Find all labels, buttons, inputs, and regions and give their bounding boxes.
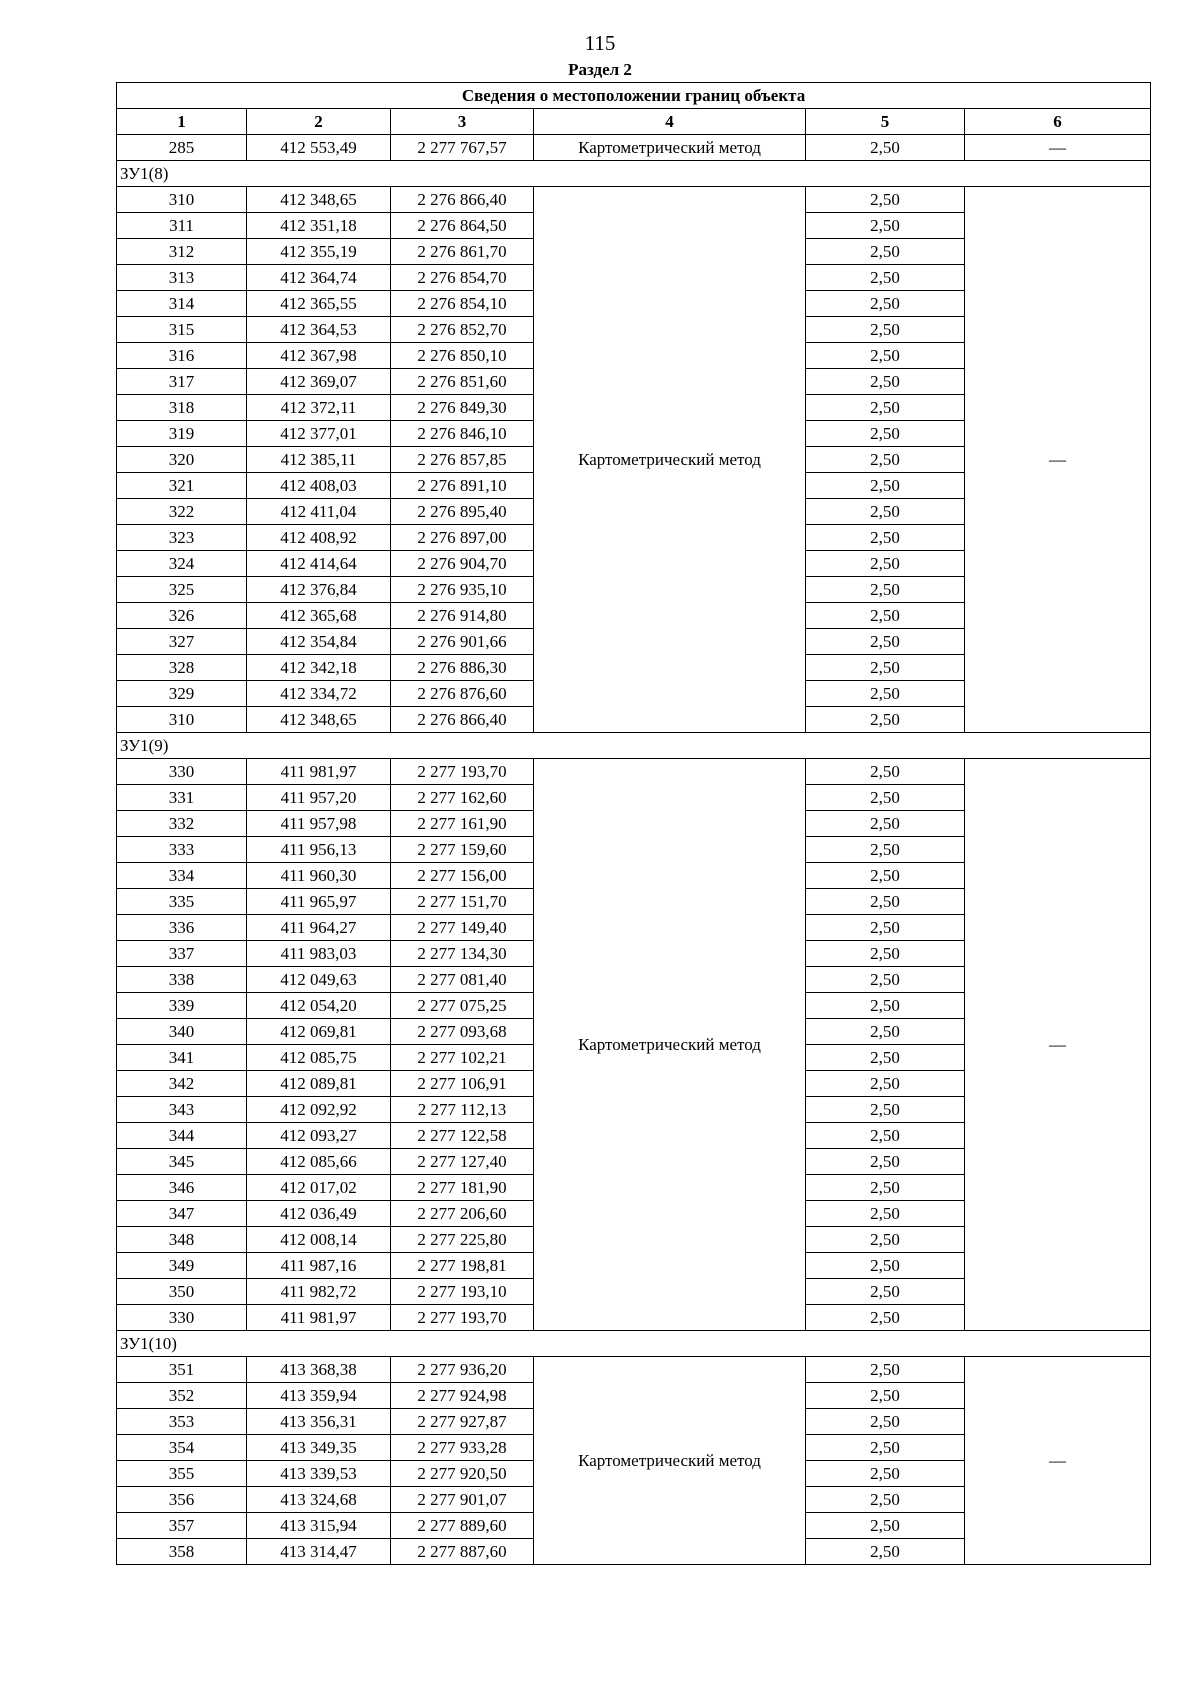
coordinate-x: 412 372,11 [247, 395, 391, 421]
coordinate-y: 2 277 889,60 [391, 1513, 534, 1539]
coordinate-x: 411 965,97 [247, 889, 391, 915]
coordinate-x: 412 348,65 [247, 187, 391, 213]
coordinate-x: 412 414,64 [247, 551, 391, 577]
point-number: 325 [117, 577, 247, 603]
coordinate-x: 411 982,72 [247, 1279, 391, 1305]
coordinate-x: 412 351,18 [247, 213, 391, 239]
section-title: Раздел 2 [568, 60, 632, 79]
coordinate-y: 2 277 106,91 [391, 1071, 534, 1097]
group-name: ЗУ1(8) [117, 161, 1151, 187]
point-number: 350 [117, 1279, 247, 1305]
accuracy: 2,50 [806, 1227, 965, 1253]
accuracy: 2,50 [806, 447, 965, 473]
coordinate-y: 2 277 134,30 [391, 941, 534, 967]
table-row [117, 135, 1151, 161]
coordinate-y: 2 276 886,30 [391, 655, 534, 681]
accuracy: 2,50 [806, 135, 965, 161]
coordinate-y: 2 277 181,90 [391, 1175, 534, 1201]
coordinate-x: 412 408,03 [247, 473, 391, 499]
group-name: ЗУ1(9) [117, 733, 1151, 759]
note: — [965, 759, 1151, 1331]
coordinate-x: 412 364,53 [247, 317, 391, 343]
accuracy: 2,50 [806, 759, 965, 785]
accuracy: 2,50 [806, 785, 965, 811]
point-number: 335 [117, 889, 247, 915]
point-number: 327 [117, 629, 247, 655]
coordinate-y: 2 277 924,98 [391, 1383, 534, 1409]
accuracy: 2,50 [806, 213, 965, 239]
point-number: 358 [117, 1539, 247, 1565]
coordinate-x: 412 008,14 [247, 1227, 391, 1253]
point-number: 351 [117, 1357, 247, 1383]
accuracy: 2,50 [806, 1149, 965, 1175]
coordinate-y: 2 277 901,07 [391, 1487, 534, 1513]
coordinate-y: 2 276 891,10 [391, 473, 534, 499]
group-name: ЗУ1(10) [117, 1331, 1151, 1357]
coordinate-x: 412 377,01 [247, 421, 391, 447]
coordinate-x: 411 981,97 [247, 1305, 391, 1331]
coordinate-y: 2 277 193,70 [391, 1305, 534, 1331]
point-number: 354 [117, 1435, 247, 1461]
column-header-2: 2 [247, 109, 391, 135]
accuracy: 2,50 [806, 187, 965, 213]
coordinate-y: 2 276 861,70 [391, 239, 534, 265]
table-title-row [117, 83, 1151, 109]
coordinate-y: 2 277 920,50 [391, 1461, 534, 1487]
accuracy: 2,50 [806, 1383, 965, 1409]
accuracy: 2,50 [806, 967, 965, 993]
point-number: 346 [117, 1175, 247, 1201]
coordinate-y: 2 277 156,00 [391, 863, 534, 889]
coordinate-y: 2 276 846,10 [391, 421, 534, 447]
point-number: 343 [117, 1097, 247, 1123]
coordinate-y: 2 276 901,66 [391, 629, 534, 655]
coordinate-x: 412 092,92 [247, 1097, 391, 1123]
point-number: 310 [117, 187, 247, 213]
coordinate-y: 2 277 122,58 [391, 1123, 534, 1149]
coordinate-y: 2 277 162,60 [391, 785, 534, 811]
accuracy: 2,50 [806, 811, 965, 837]
column-header-4: 4 [534, 109, 806, 135]
accuracy: 2,50 [806, 1539, 965, 1565]
coordinate-y: 2 276 866,40 [391, 707, 534, 733]
coordinate-x: 412 085,66 [247, 1149, 391, 1175]
point-number: 342 [117, 1071, 247, 1097]
coordinate-x: 412 348,65 [247, 707, 391, 733]
point-number: 328 [117, 655, 247, 681]
accuracy: 2,50 [806, 473, 965, 499]
coordinate-y: 2 277 936,20 [391, 1357, 534, 1383]
point-number: 324 [117, 551, 247, 577]
accuracy: 2,50 [806, 863, 965, 889]
coordinate-y: 2 276 849,30 [391, 395, 534, 421]
coordinate-x: 412 367,98 [247, 343, 391, 369]
coordinate-y: 2 277 198,81 [391, 1253, 534, 1279]
coordinate-y: 2 277 151,70 [391, 889, 534, 915]
coordinate-y: 2 276 850,10 [391, 343, 534, 369]
coordinate-x: 413 356,31 [247, 1409, 391, 1435]
column-header-1: 1 [117, 109, 247, 135]
point-number: 356 [117, 1487, 247, 1513]
accuracy: 2,50 [806, 317, 965, 343]
column-header-row [117, 109, 1151, 135]
coordinate-y: 2 276 876,60 [391, 681, 534, 707]
coordinate-y: 2 277 102,21 [391, 1045, 534, 1071]
point-number: 329 [117, 681, 247, 707]
point-number: 331 [117, 785, 247, 811]
accuracy: 2,50 [806, 629, 965, 655]
accuracy: 2,50 [806, 707, 965, 733]
accuracy: 2,50 [806, 1357, 965, 1383]
point-number: 349 [117, 1253, 247, 1279]
accuracy: 2,50 [806, 1409, 965, 1435]
accuracy: 2,50 [806, 1487, 965, 1513]
accuracy: 2,50 [806, 655, 965, 681]
point-number: 336 [117, 915, 247, 941]
coordinate-x: 411 956,13 [247, 837, 391, 863]
table-row [117, 187, 1151, 213]
coordinate-x: 411 987,16 [247, 1253, 391, 1279]
coordinate-y: 2 277 093,68 [391, 1019, 534, 1045]
point-number: 285 [117, 135, 247, 161]
point-number: 322 [117, 499, 247, 525]
accuracy: 2,50 [806, 551, 965, 577]
accuracy: 2,50 [806, 1279, 965, 1305]
point-number: 347 [117, 1201, 247, 1227]
coordinate-x: 413 359,94 [247, 1383, 391, 1409]
coordinate-x: 413 368,38 [247, 1357, 391, 1383]
coordinate-x: 412 408,92 [247, 525, 391, 551]
point-number: 330 [117, 1305, 247, 1331]
point-number: 323 [117, 525, 247, 551]
point-number: 315 [117, 317, 247, 343]
coordinate-x: 413 324,68 [247, 1487, 391, 1513]
coordinate-y: 2 277 933,28 [391, 1435, 534, 1461]
coordinate-y: 2 277 887,60 [391, 1539, 534, 1565]
coordinate-x: 413 349,35 [247, 1435, 391, 1461]
coordinate-x: 413 314,47 [247, 1539, 391, 1565]
coordinate-x: 412 017,02 [247, 1175, 391, 1201]
point-number: 318 [117, 395, 247, 421]
coordinate-y: 2 277 767,57 [391, 135, 534, 161]
accuracy: 2,50 [806, 265, 965, 291]
coordinate-x: 412 093,27 [247, 1123, 391, 1149]
coordinate-y: 2 277 149,40 [391, 915, 534, 941]
point-number: 355 [117, 1461, 247, 1487]
accuracy: 2,50 [806, 993, 965, 1019]
accuracy: 2,50 [806, 1123, 965, 1149]
coordinate-x: 411 957,20 [247, 785, 391, 811]
accuracy: 2,50 [806, 239, 965, 265]
coordinate-x: 412 376,84 [247, 577, 391, 603]
coordinate-x: 412 089,81 [247, 1071, 391, 1097]
table-row [117, 1357, 1151, 1383]
point-number: 348 [117, 1227, 247, 1253]
accuracy: 2,50 [806, 525, 965, 551]
coordinate-y: 2 276 852,70 [391, 317, 534, 343]
coordinate-y: 2 276 864,50 [391, 213, 534, 239]
coordinate-x: 412 411,04 [247, 499, 391, 525]
accuracy: 2,50 [806, 369, 965, 395]
note: — [965, 1357, 1151, 1565]
table-title: Сведения о местоположении границ объекта [117, 83, 1151, 109]
accuracy: 2,50 [806, 1175, 965, 1201]
group-header-row [117, 1331, 1151, 1357]
point-number: 333 [117, 837, 247, 863]
coordinate-x: 411 957,98 [247, 811, 391, 837]
accuracy: 2,50 [806, 915, 965, 941]
coordinate-x: 412 369,07 [247, 369, 391, 395]
coordinate-y: 2 276 851,60 [391, 369, 534, 395]
point-number: 311 [117, 213, 247, 239]
accuracy: 2,50 [806, 499, 965, 525]
accuracy: 2,50 [806, 343, 965, 369]
method: Картометрический метод [534, 187, 806, 733]
coordinate-y: 2 276 866,40 [391, 187, 534, 213]
table-row [117, 759, 1151, 785]
coordinate-y: 2 276 854,10 [391, 291, 534, 317]
accuracy: 2,50 [806, 1071, 965, 1097]
point-number: 353 [117, 1409, 247, 1435]
point-number: 312 [117, 239, 247, 265]
point-number: 332 [117, 811, 247, 837]
coordinate-y: 2 277 927,87 [391, 1409, 534, 1435]
coordinate-x: 412 355,19 [247, 239, 391, 265]
group-header-row [117, 733, 1151, 759]
method: Картометрический метод [534, 135, 806, 161]
page-number: 115 [584, 31, 616, 55]
coordinate-y: 2 277 127,40 [391, 1149, 534, 1175]
coordinate-y: 2 277 193,70 [391, 759, 534, 785]
coordinate-y: 2 276 914,80 [391, 603, 534, 629]
point-number: 340 [117, 1019, 247, 1045]
coordinate-y: 2 277 075,25 [391, 993, 534, 1019]
point-number: 339 [117, 993, 247, 1019]
point-number: 341 [117, 1045, 247, 1071]
coordinate-x: 412 365,68 [247, 603, 391, 629]
accuracy: 2,50 [806, 1253, 965, 1279]
coordinate-x: 412 069,81 [247, 1019, 391, 1045]
coordinate-y: 2 276 935,10 [391, 577, 534, 603]
point-number: 337 [117, 941, 247, 967]
coordinate-y: 2 277 225,80 [391, 1227, 534, 1253]
coordinate-x: 413 315,94 [247, 1513, 391, 1539]
accuracy: 2,50 [806, 1045, 965, 1071]
coordinate-y: 2 276 904,70 [391, 551, 534, 577]
coordinate-x: 412 354,84 [247, 629, 391, 655]
point-number: 326 [117, 603, 247, 629]
point-number: 357 [117, 1513, 247, 1539]
boundary-table [116, 82, 1151, 1565]
accuracy: 2,50 [806, 395, 965, 421]
coordinate-y: 2 276 895,40 [391, 499, 534, 525]
accuracy: 2,50 [806, 681, 965, 707]
accuracy: 2,50 [806, 837, 965, 863]
accuracy: 2,50 [806, 291, 965, 317]
point-number: 320 [117, 447, 247, 473]
point-number: 310 [117, 707, 247, 733]
method: Картометрический метод [534, 759, 806, 1331]
column-header-3: 3 [391, 109, 534, 135]
coordinate-x: 411 964,27 [247, 915, 391, 941]
coordinate-x: 412 553,49 [247, 135, 391, 161]
point-number: 313 [117, 265, 247, 291]
coordinate-x: 413 339,53 [247, 1461, 391, 1487]
coordinate-x: 412 342,18 [247, 655, 391, 681]
coordinate-x: 411 960,30 [247, 863, 391, 889]
coordinate-x: 412 365,55 [247, 291, 391, 317]
point-number: 317 [117, 369, 247, 395]
accuracy: 2,50 [806, 603, 965, 629]
point-number: 334 [117, 863, 247, 889]
accuracy: 2,50 [806, 1019, 965, 1045]
point-number: 344 [117, 1123, 247, 1149]
coordinate-x: 412 049,63 [247, 967, 391, 993]
column-header-5: 5 [806, 109, 965, 135]
accuracy: 2,50 [806, 889, 965, 915]
accuracy: 2,50 [806, 1513, 965, 1539]
point-number: 330 [117, 759, 247, 785]
column-header-6: 6 [965, 109, 1151, 135]
accuracy: 2,50 [806, 941, 965, 967]
coordinate-y: 2 277 112,13 [391, 1097, 534, 1123]
coordinate-x: 412 364,74 [247, 265, 391, 291]
coordinate-x: 412 085,75 [247, 1045, 391, 1071]
method: Картометрический метод [534, 1357, 806, 1565]
point-number: 338 [117, 967, 247, 993]
coordinate-x: 411 981,97 [247, 759, 391, 785]
accuracy: 2,50 [806, 1305, 965, 1331]
accuracy: 2,50 [806, 1201, 965, 1227]
accuracy: 2,50 [806, 577, 965, 603]
coordinate-x: 411 983,03 [247, 941, 391, 967]
coordinate-y: 2 276 857,85 [391, 447, 534, 473]
accuracy: 2,50 [806, 1461, 965, 1487]
coordinate-y: 2 276 897,00 [391, 525, 534, 551]
coordinate-x: 412 036,49 [247, 1201, 391, 1227]
point-number: 319 [117, 421, 247, 447]
group-header-row [117, 161, 1151, 187]
point-number: 352 [117, 1383, 247, 1409]
coordinate-y: 2 277 159,60 [391, 837, 534, 863]
coordinate-x: 412 054,20 [247, 993, 391, 1019]
coordinate-y: 2 277 161,90 [391, 811, 534, 837]
coordinate-y: 2 277 193,10 [391, 1279, 534, 1305]
coordinate-y: 2 277 081,40 [391, 967, 534, 993]
point-number: 314 [117, 291, 247, 317]
coordinate-x: 412 385,11 [247, 447, 391, 473]
coordinate-y: 2 277 206,60 [391, 1201, 534, 1227]
point-number: 321 [117, 473, 247, 499]
accuracy: 2,50 [806, 1435, 965, 1461]
accuracy: 2,50 [806, 421, 965, 447]
note: — [965, 135, 1151, 161]
point-number: 345 [117, 1149, 247, 1175]
note: — [965, 187, 1151, 733]
coordinate-y: 2 276 854,70 [391, 265, 534, 291]
point-number: 316 [117, 343, 247, 369]
accuracy: 2,50 [806, 1097, 965, 1123]
coordinate-x: 412 334,72 [247, 681, 391, 707]
